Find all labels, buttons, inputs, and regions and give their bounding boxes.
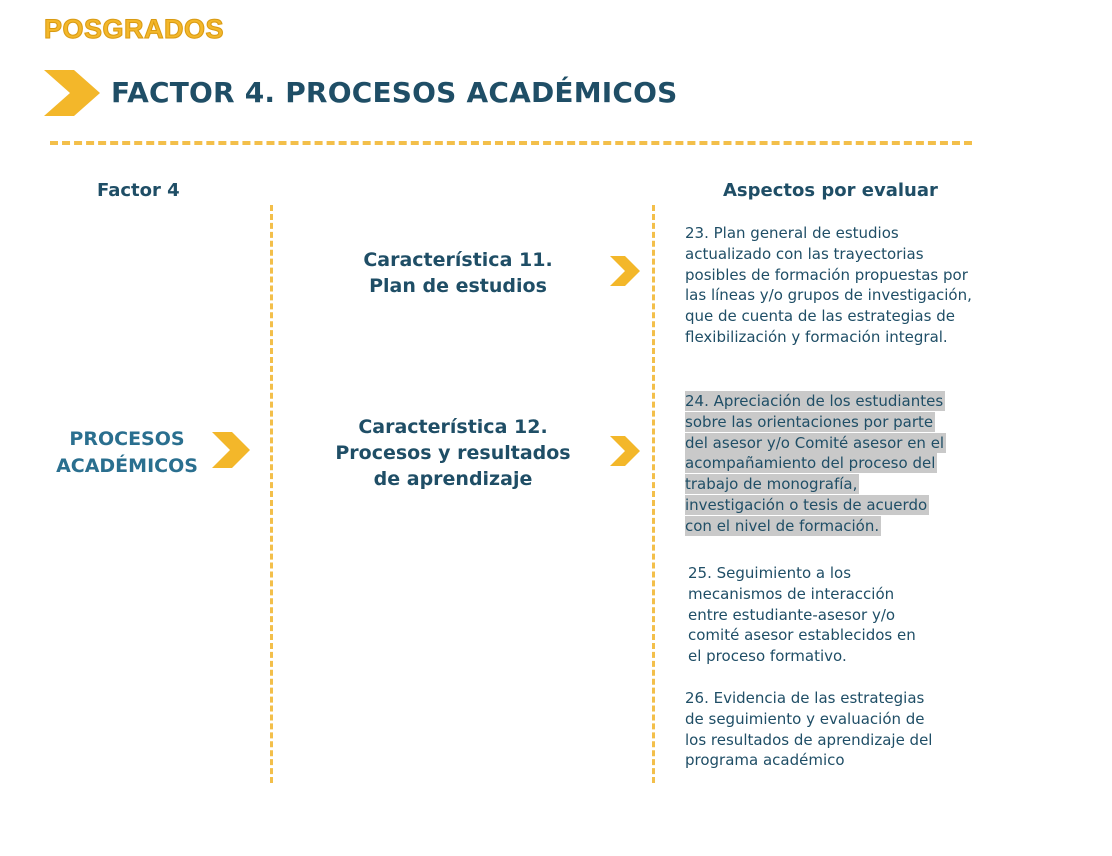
aspect-25: 25. Seguimiento a los mecanismos de interacción entre estudiante-asesor y/o comité asesor establecidos en el proceso formativo. (688, 564, 916, 666)
column-heading-factor: Factor 4 (97, 180, 180, 201)
chevron-right-icon (610, 436, 640, 466)
factor-label-line1: PROCESOS (69, 428, 185, 450)
factor-label-line2: ACADÉMICOS (56, 455, 198, 477)
aspect-24 (685, 391, 955, 537)
column-separator-left (270, 205, 273, 783)
brand-label: POSGRADOS (44, 14, 225, 44)
characteristic-12-title: Característica 12. (358, 416, 548, 438)
factor-label (44, 426, 210, 480)
title-divider (50, 141, 972, 145)
column-separator-right (652, 205, 655, 783)
characteristic-12 (323, 414, 583, 492)
characteristic-12-name-line2: de aprendizaje (373, 468, 533, 490)
column-heading-aspects: Aspectos por evaluar (723, 180, 938, 201)
aspect-23: 23. Plan general de estudios actualizado con las trayectorias posibles de formación propuestas por las líneas y/o grupos de investigación, que de cuenta de las estrategias de flexibilización y formación integral. (685, 224, 972, 346)
characteristic-11-name: Plan de estudios (369, 275, 547, 297)
page-title: FACTOR 4. PROCESOS ACADÉMICOS (111, 76, 678, 109)
characteristic-11-title: Característica 11. (363, 249, 553, 271)
chevron-right-icon (212, 432, 250, 468)
aspect-26: 26. Evidencia de las estrategias de seguimiento y evaluación de los resultados de aprendizaje del programa académico (685, 689, 933, 770)
chevron-right-icon (610, 256, 640, 286)
aspect-24-highlighted-text: 24. Apreciación de los estudiantes sobre las orientaciones por parte del asesor y/o Comité asesor en el acompañamiento del proceso del trabajo de monografía, investigación o tesis de acuerdo con el nivel de formación. (685, 392, 945, 535)
characteristic-11 (328, 247, 588, 299)
characteristic-12-name-line1: Procesos y resultados (335, 442, 571, 464)
chevron-right-icon (44, 70, 100, 116)
